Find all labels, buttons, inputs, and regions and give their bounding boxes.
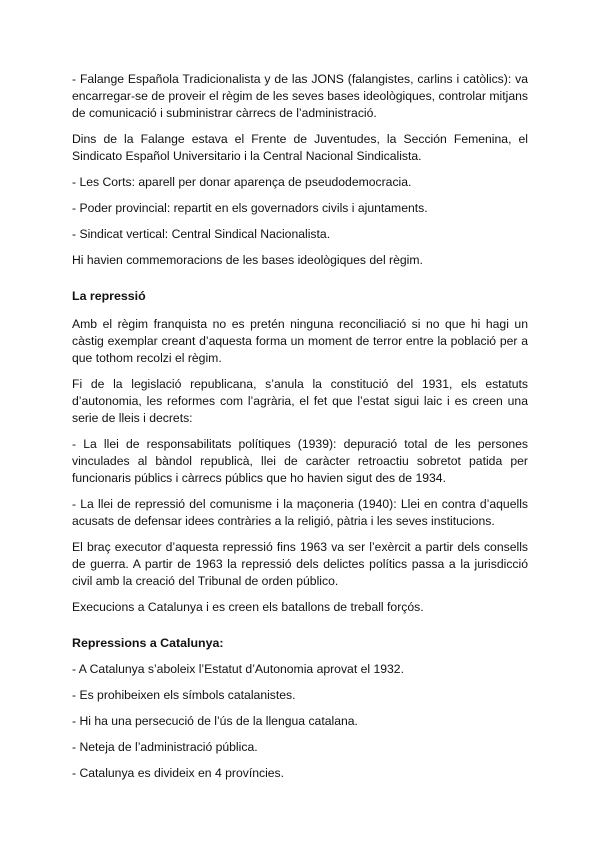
- paragraph-brac-executor: El braç executor d’aquesta repressió fins 1963 va ser l’exèrcit a partir dels consells de guerra. A partir de 1963 la repressió dels delictes polítics passa a la jurisdicció civil amb la creació del Tribunal de orden público.: [72, 540, 528, 588]
- list-item-estatut: - A Catalunya s’aboleix l’Estatut d’Autonomia aprovat el 1932.: [72, 662, 404, 676]
- list-item-corts: - Les Corts: aparell per donar aparença de pseudodemocracia.: [72, 175, 412, 189]
- paragraph-regim: Amb el règim franquista no es pretén ninguna reconciliació si no que hi hagi un càstig exemplar creant d’aquesta forma un moment de terror entre la població per a que tothom recolzi el règim.: [72, 317, 528, 365]
- list-item-sindicat-vertical: - Sindicat vertical: Central Sindical Nacionalista.: [72, 227, 331, 241]
- list-item-administracio: - Neteja de l’administració pública.: [72, 740, 258, 754]
- list-item-poder-provincial: - Poder provincial: repartit en els governadors civils i ajuntaments.: [72, 201, 428, 215]
- paragraph-commemoracions: Hi havien commemoracions de les bases ideològiques del règim.: [72, 253, 423, 267]
- document-body: [72, 71, 528, 791]
- list-item-responsabilitats: - La llei de responsabilitats polítiques (1939): depuració total de les persones vinculades al bàndol republicà, llei de caràcter retroactiu sobretot patida per funcionaris públics i càrrecs públics que ho havien sigut des de 1934.: [72, 437, 528, 485]
- paragraph-execucions: Execucions a Catalunya i es creen els batallons de treball forçós.: [72, 600, 424, 614]
- paragraph-falange: - Falange Española Tradicionalista y de las JONS (falangistes, carlins i catòlics): va encarregar-se de proveir el règim de les seves bases ideològiques, controlar mitjans de comunicació i subministrar càrrecs de l’administració.: [72, 72, 528, 120]
- list-item-simbols: - Es prohibeixen els símbols catalanistes.: [72, 688, 296, 702]
- list-item-llengua: - Hi ha una persecució de l’ús de la llengua catalana.: [72, 714, 358, 728]
- paragraph-falange-organizations: Dins de la Falange estava el Frente de Juventudes, la Sección Femenina, el Sindicato Español Universitario i la Central Nacional Sindicalista.: [72, 132, 528, 163]
- heading-repressions-catalunya: Repressions a Catalunya:: [72, 636, 224, 650]
- heading-repressio: La repressió: [72, 289, 146, 303]
- paragraph-legislacio: Fi de la legislació republicana, s’anula la constitució del 1931, els estatuts d’autonomia, les reformes com l’agrària, el fet que l’estat sigui laic i es creen una serie de lleis i decrets:: [72, 377, 528, 425]
- list-item-comunisme-maconeria: - La llei de repressió del comunisme i la maçoneria (1940): Llei en contra d’aquells acusats de defensar idees contràries a la religió, pàtria i les seves institucions.: [72, 497, 528, 528]
- list-item-provincies: - Catalunya es divideix en 4 províncies.: [72, 766, 285, 780]
